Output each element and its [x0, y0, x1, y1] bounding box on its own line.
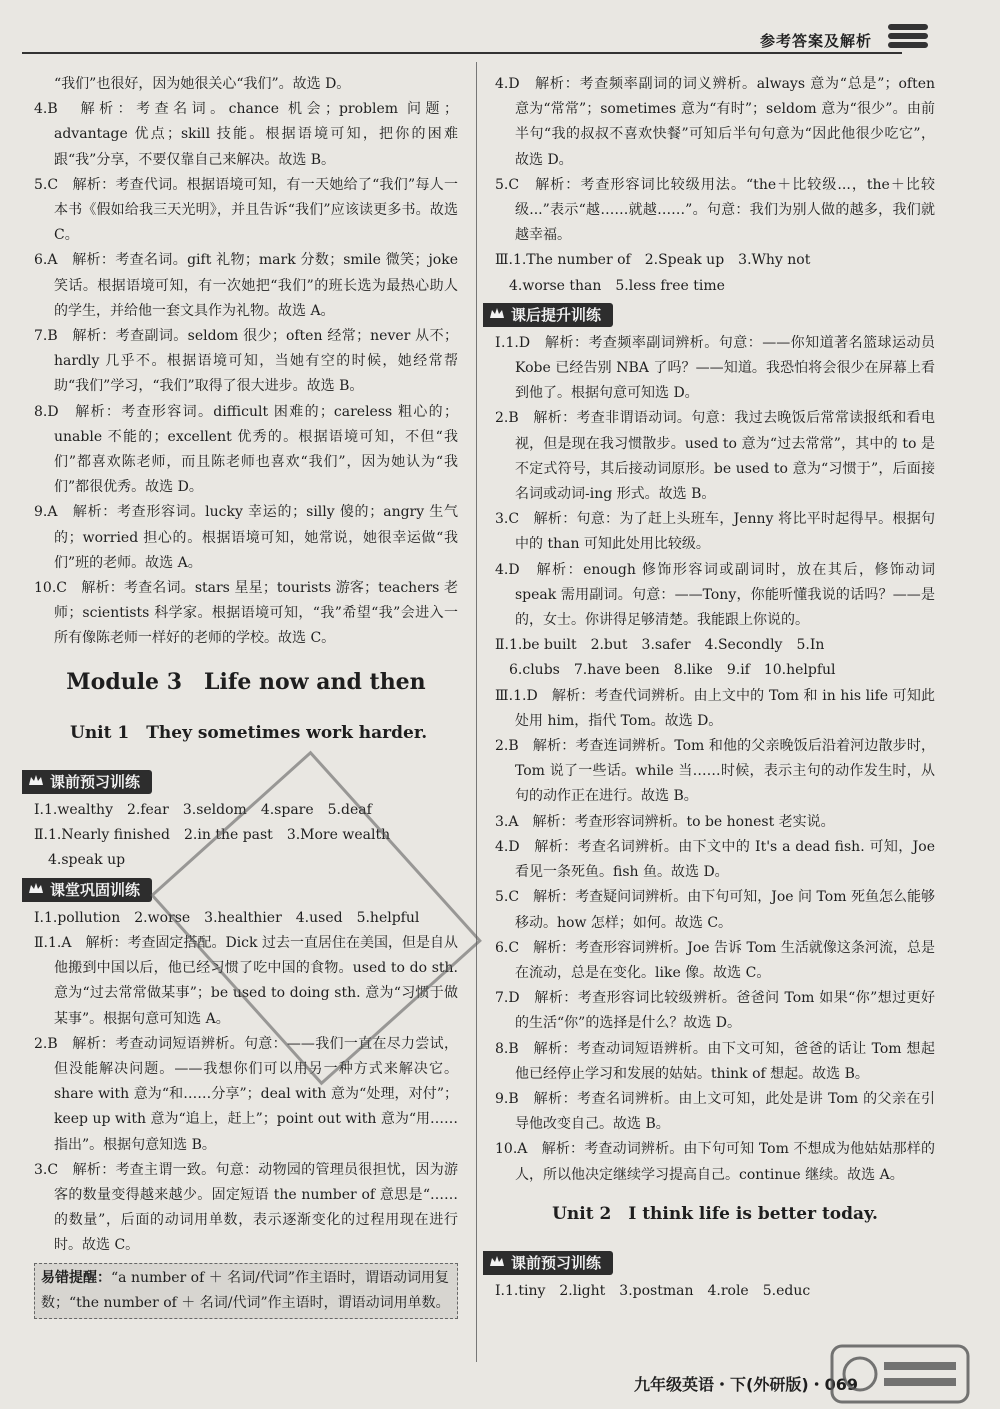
answer-item: 6.A 解析：考查名词。gift 礼物；mark 分数；smile 微笑；joke 笑话。根据语境可知，有一次她把“我们”的班长选为最热心助人的学生，并给他一套文具作为礼物。故选 A。	[34, 252, 458, 319]
answer-item: Ⅲ.1.The number of 2.Speak up 3.Why not	[495, 252, 811, 269]
crown-icon	[489, 306, 505, 322]
column-divider	[476, 62, 477, 1362]
unit-title: Unit 1 They sometimes work harder.	[70, 722, 428, 743]
error-note-text: “a number of ＋ 名词/代词”作主语时，谓语动词用复数；“the number of ＋ 名词/代词”作主语时，谓语动词用单数。	[41, 1269, 450, 1311]
header-title: 参考答案及解析	[760, 32, 873, 50]
answer-item: 3.C 解析：考查主谓一致。句意：动物园的管理员很担忧，因为游客的数量变得越来越少。固定短语 the number of 意思是“……的数量”，后面的动词用单数，表示逐渐变化的过程用现在进行时。故选 C。	[34, 1161, 458, 1254]
answer-item: 9.A 解析：考查形容词。lucky 幸运的；silly 傻的；angry 生气的；worried 担心的。根据语境可知，她常说，她很幸运做“我们”班的老师。故选 A。	[34, 504, 458, 571]
answer-item: 4.B 解析：考查名词。chance 机会；problem 问题；advantage 优点；skill 技能。根据语境可知，把你的困难跟“我”分享，不要仅靠自己来解决。故选 B。	[34, 101, 458, 168]
answer-item: 8.B 解析：考查动词短语辨析。由下文可知，爸爸的话让 Tom 想起他已经停止学习和发展的姑姑。think of 想起。故选 B。	[495, 1040, 935, 1082]
answer-item: 4.worse than 5.less free time	[495, 277, 725, 294]
error-note	[34, 1263, 458, 1319]
answer-item: 7.B 解析：考查副词。seldom 很少；often 经常；never 从不；hardly 几乎不。根据语境可知，当她有空的时候，她经常帮助“我们”学习，“我们”取得了很大进步。故选 B。	[34, 328, 458, 395]
answer-item: 9.B 解析：考查名词辨析。由上文可知，此处是讲 Tom 的父亲在引导他改变自己。故选 B。	[495, 1090, 935, 1133]
answer-item: 8.D 解析：考查形容词。difficult 困难的；careless 粗心的；unable 不能的；excellent 优秀的。根据语境可知，不但“我们”都喜欢陈老师，而且陈老师也喜欢“我们”，因为她认为“我们”都很优秀。故选 D。	[34, 403, 458, 496]
section-heading-preview-2: 课前预习训练	[483, 1251, 613, 1275]
answer-item: Ⅰ.1.D 解析：考查频率副词辨析。句意：——你知道著名篮球运动员 Kobe 已经告别 NBA 了吗？——知道。我恐怕将会很少在屏幕上看到他了。根据句意可知选 D。	[495, 334, 935, 402]
answer-item: 3.C 解析：句意：为了赶上头班车，Jenny 将比平时起得早。根据句中的 than 可知此处用比较级。	[495, 511, 935, 553]
answer-item: 2.B 解析：考查连词辨析。Tom 和他的父亲晚饭后沿着河边散步时，Tom 说了一些话。while 当……时候，表示主句的动作发生时，从句的动作正在进行。故选 B。	[495, 738, 935, 805]
answer-item: 2.B 解析：考查非谓语动词。句意：我过去晚饭后常常读报纸和看电视，但是现在我习惯散步。used to 意为“过去常常”，其中的 to 是不定式符号，其后接动词原形。be used to 意为“习惯于”，后面接名词或动词-ing 形式。故选 B。	[495, 410, 935, 503]
answer-item: 4.D 解析：考查频率副词的词义辨析。always 意为“总是”；often 意为“常常”；sometimes 意为“有时”；seldom 意为“很少”。由前半句“我的叔叔不喜欢快餐”可知后半句句意为“因此他很少吃它”，故选 D。	[495, 76, 935, 168]
answer-item: 10.C 解析：考查名词。stars 星星；tourists 游客；teachers 老师；scientists 科学家。根据语境可知，“我”希望“我”会进入一所有像陈老师一样好的老师的学校。故选 C。	[34, 580, 458, 647]
answer-line: Ⅰ.1.wealthy 2.fear 3.seldom 4.spare 5.deaf	[34, 802, 372, 819]
error-note-label: 易错提醒：	[41, 1269, 111, 1286]
answer-item: 5.C 解析：考查形容词比较级用法。“the＋比较级...，the＋比较级...”表示“越……就越……”。句意：我们为别人做的越多，我们就越幸福。	[495, 176, 935, 244]
crown-icon	[28, 773, 44, 789]
page-footer: 九年级英语・下(外研版)・069	[634, 1375, 859, 1394]
crown-icon	[28, 881, 44, 897]
answer-item: 5.C 解析：考查代词。根据语境可知，有一天她给了“我们”每人一本书《假如给我三天光明》，并且告诉“我们”应该读更多书。故选 C。	[34, 176, 458, 244]
answer-item: 7.D 解析：考查形容词比较级辨析。爸爸问 Tom 如果“你”想过更好的生活“你”的选择是什么？故选 D。	[495, 990, 935, 1032]
answer-item: Ⅱ.1.be built 2.but 3.safer 4.Secondly 5.In	[495, 637, 825, 654]
site-watermark-logo	[830, 1344, 970, 1404]
section-heading-classwork: 课堂巩固训练	[22, 878, 152, 902]
answer-line: Ⅱ.1.Nearly finished 2.in the past 3.More wealth	[34, 827, 391, 844]
section-heading-preview: 课前预习训练	[22, 770, 152, 794]
answer-item: 6.clubs 7.have been 8.like 9.if 10.helpful	[495, 662, 836, 679]
answer-item: 4.D 解析：考查名词辨析。由下文中的 It's a dead fish. 可知，Joe 看见一条死鱼。fish 鱼。故选 D。	[495, 838, 935, 881]
answer-item: Ⅱ.1.A 解析：考查固定搭配。Dick 过去一直居住在美国，但是自从他搬到中国以后，他已经习惯了吃中国的食物。used to do sth. 意为“过去常常做某事”；be used to doing sth. 意为“习惯于做某事”。根据句意可知选 A。	[34, 934, 458, 1027]
section-heading-afterclass: 课后提升训练	[483, 303, 613, 327]
left-column	[34, 72, 458, 1319]
answer-line: 4.speak up	[34, 852, 126, 869]
unit2-title: Unit 2 I think life is better today.	[552, 1203, 878, 1224]
module-title: Module 3 Life now and then	[66, 668, 426, 695]
answer-line: Ⅰ.1.tiny 2.light 3.postman 4.role 5.educ	[495, 1282, 811, 1299]
answer-item: 10.A 解析：考查动词辨析。由下句可知 Tom 不想成为他姑姑那样的人，所以他决定继续学习提高自己。continue 继续。故选 A。	[495, 1141, 935, 1183]
answer-item: Ⅰ.1.pollution 2.worse 3.healthier 4.used 5.helpful	[34, 909, 420, 926]
answer-item: Ⅲ.1.D 解析：考查代词辨析。由上文中的 Tom 和 in his life 可知此处用 him，指代 Tom。故选 D。	[495, 687, 935, 729]
answer-item: 2.B 解析：考查动词短语辨析。句意：——我们一直在尽力尝试，但没能解决问题。——我想你们可以用另一种方式来解决它。share with 意为“和……分享”；deal with 意为“处理，对付”；keep up with 意为“追上，赶上”；point out with 意为“用……指出”。根据句意知选 B。	[34, 1035, 458, 1153]
answer-item: 5.C 解析：考查疑问词辨析。由下句可知，Joe 问 Tom 死鱼怎么能够移动。how 怎样；如何。故选 C。	[495, 889, 935, 931]
answer-item: 4.D 解析：enough 修饰形容词或副词时，放在其后，修饰动词 speak 需用副词。句意：——Tony，你能听懂我说的话吗？——是的，女士。你讲得足够清楚。我能跟上你说的。	[495, 561, 935, 629]
crown-icon	[489, 1254, 505, 1270]
right-column	[495, 72, 935, 1304]
answer-item: “我们”也很好，因为她很关心“我们”。故选 D。	[54, 76, 351, 92]
answer-item: 6.C 解析：考查形容词辨析。Joe 告诉 Tom 生活就像这条河流，总是在流动，总是在变化。like 像。故选 C。	[495, 939, 935, 981]
header-line	[22, 52, 902, 54]
answer-item: 3.A 解析：考查形容词辨析。to be honest 老实说。	[495, 813, 835, 830]
book-stack-icon	[888, 24, 928, 54]
